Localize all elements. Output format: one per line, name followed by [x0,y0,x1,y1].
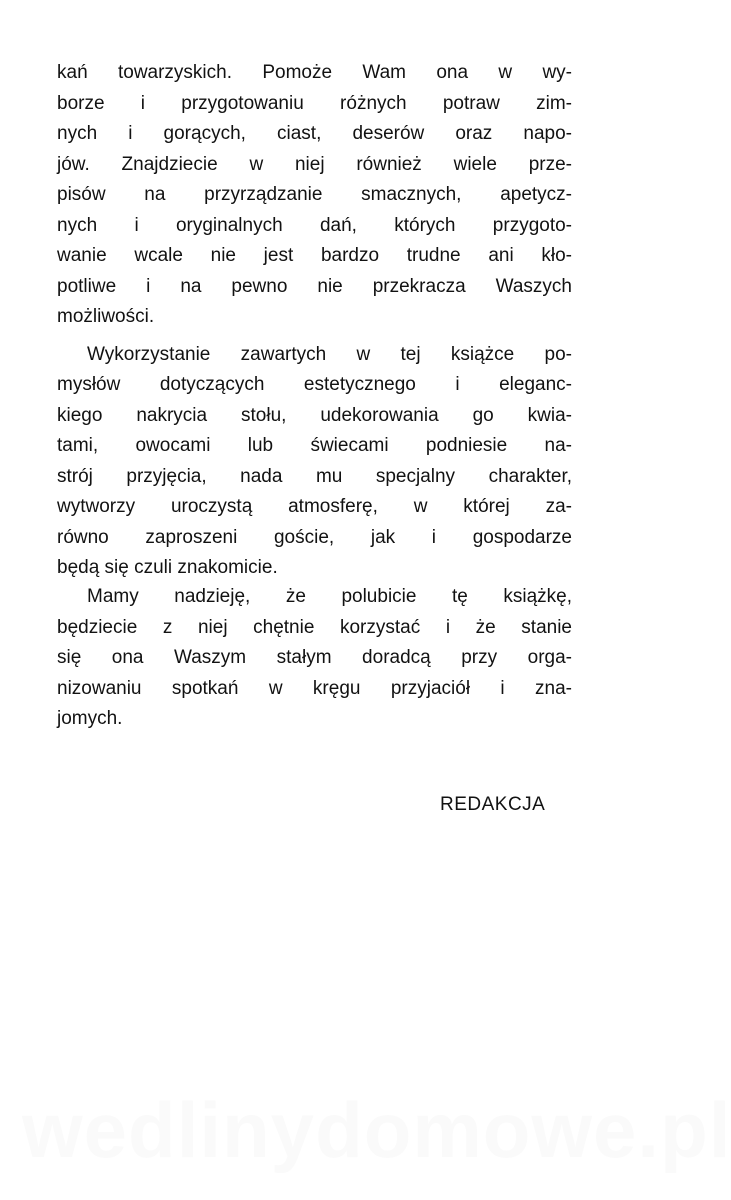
paragraph-1-line: wanie wcale nie jest bardzo trudne ani kło- [57,245,572,266]
paragraph-1-line: pisów na przyrządzanie smacznych, apetycz- [57,184,572,205]
paragraph-1-line: jów. Znajdziecie w niej również wiele prze- [57,154,572,175]
paragraph-3-line: się ona Waszym stałym doradcą przy orga- [57,647,572,668]
paragraph-1-line: potliwe i na pewno nie przekracza Waszych [57,276,572,297]
paragraph-2-line: kiego nakrycia stołu, udekorowania go kwia- [57,405,572,426]
paragraph-3-last-line: jomych. [57,708,123,729]
paragraph-2-first-line: Wykorzystanie zawartych w tej książce po- [87,344,572,365]
paragraph-2-line: wytworzy uroczystą atmosferę, w której za- [57,496,572,517]
paragraph-1-line: kań towarzyskich. Pomoże Wam ona w wy- [57,62,572,83]
paragraph-3-first-line: Mamy nadzieję, że polubicie tę książkę, [87,586,572,607]
paragraph-2-line: tami, owocami lub świecami podniesie na- [57,435,572,456]
paragraph-2-last-line: będą się czuli znakomicie. [57,557,278,578]
paragraph-2-line: równo zaproszeni goście, jak i gospodarze [57,527,572,548]
signature-redakcja: REDAKCJA [440,794,546,815]
paragraph-1-line: nych i oryginalnych dań, których przygoto- [57,215,572,236]
paragraph-1-last-line: możliwości. [57,306,155,327]
paragraph-3-line: będziecie z niej chętnie korzystać i że stanie [57,617,572,638]
paragraph-2-line: mysłów dotyczących estetycznego i eleganc- [57,374,572,395]
paragraph-3-line: nizowaniu spotkań w kręgu przyjaciół i zna- [57,678,572,699]
paragraph-1-line: nych i gorących, ciast, deserów oraz napo- [57,123,572,144]
watermark: wedlinydomowe.pl [22,1086,731,1174]
paragraph-1-line: borze i przygotowaniu różnych potraw zim- [57,93,572,114]
paragraph-2-line: strój przyjęcia, nada mu specjalny charakter, [57,466,572,487]
